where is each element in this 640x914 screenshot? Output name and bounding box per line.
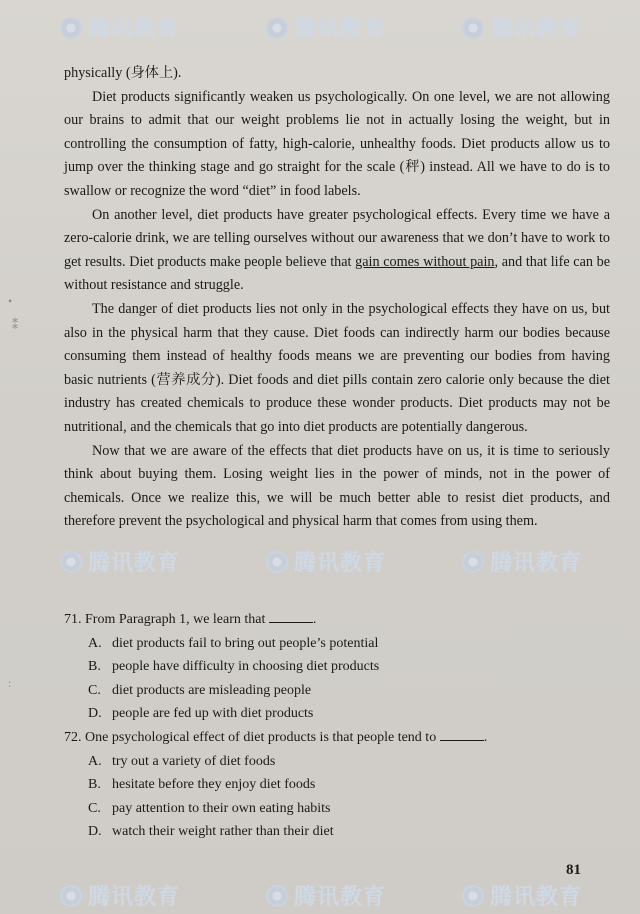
question-stem: 71. From Paragraph 1, we learn that . (64, 612, 317, 627)
page-number: 81 (566, 862, 581, 878)
tencent-logo-icon (60, 885, 82, 907)
paragraph: The danger of diet products lies not only in the psychological effects they have on us, but also in the physical harm that they cause. Diet foods can indirectly harm our bodies because consuming them instead of healthy foods means we are preventing our bodies from having basic nutrients (营养成分). Diet foods and diet pills contain zero calorie only because the diet industry has created chemicals to produce these wonder products. Diet products may not be nutritional, and the chemicals that go into diet products are potentially dangerous. (64, 300, 610, 435)
question-72 (64, 726, 610, 844)
watermark: 腾讯教育 (266, 546, 386, 577)
option-a[interactable]: A. diet products fail to bring out people’s potential (88, 635, 379, 651)
tencent-logo-icon (462, 551, 484, 573)
question-71 (64, 608, 610, 726)
passage (64, 62, 610, 534)
paragraph: physically (身体上). (64, 65, 182, 81)
option-d[interactable]: D. watch their weight rather than their diet (88, 824, 334, 840)
watermark: 腾讯教育 (462, 880, 582, 911)
watermark: 腾讯教育 (60, 12, 180, 43)
option-b[interactable]: B. people have difficulty in choosing diet products (88, 659, 380, 675)
paragraph-text: , and that life can be without resistance and struggle. (64, 253, 610, 294)
tencent-logo-icon (266, 885, 288, 907)
tencent-logo-icon (266, 551, 288, 573)
answer-blank (440, 728, 484, 741)
question-number: 71. (64, 612, 82, 627)
watermark: 腾讯教育 (462, 546, 582, 577)
option-c[interactable]: C. diet products are misleading people (88, 682, 312, 698)
tencent-logo-icon (266, 17, 288, 39)
tencent-logo-icon (462, 17, 484, 39)
watermark: 腾讯教育 (266, 880, 386, 911)
option-c[interactable]: C. pay attention to their own eating habits (88, 800, 331, 816)
question-list (64, 608, 610, 844)
watermark: 腾讯教育 (60, 546, 180, 577)
scan-mark: : (8, 676, 12, 690)
option-d[interactable]: D. people are fed up with diet products (88, 706, 314, 722)
paragraph: Now that we are aware of the effects that diet products have on us, it is time to seriously think about buying them. Losing weight lies in the power of minds, not in the power of chemicals. Once we realize this, we will be much better able to resist diet products, and therefore prevent the psychological and physical harm that comes from using them. (64, 442, 610, 530)
paragraph: Diet products significantly weaken us psychologically. On one level, we are not allowing our brains to admit that our weight problems lie not in actually losing the weight, but in controlling the consumption of fatty, high-calorie, unhealthy foods. Diet products allow us to jump over the thinking stage and go straight for the scale (秤) instead. All we have to do is to swallow or recognize the word “diet” in food labels. (64, 88, 610, 199)
tencent-logo-icon (462, 885, 484, 907)
paragraph-text: On another level, diet products have greater psychological effects. Every time we have a zero-calorie drink, we are telling ourselves without our awareness that we don’t have to work to get results. Diet products make people believe that (64, 206, 610, 270)
underlined-phrase: gain comes without pain (355, 253, 495, 270)
option-b[interactable]: B. hesitate before they enjoy diet foods (88, 777, 316, 793)
tencent-logo-icon (60, 17, 82, 39)
watermark: 腾讯教育 (462, 12, 582, 43)
scan-mark: ⁑ (12, 318, 18, 332)
question-number: 72. (64, 729, 82, 745)
option-a[interactable]: A. try out a variety of diet foods (88, 753, 276, 769)
scan-mark: • (8, 294, 13, 308)
answer-blank (269, 610, 313, 623)
tencent-logo-icon (60, 551, 82, 573)
watermark: 腾讯教育 (266, 12, 386, 43)
question-stem: 72. One psychological effect of diet products is that people tend to . (64, 729, 488, 745)
watermark: 腾讯教育 (60, 880, 180, 911)
paragraph (64, 204, 610, 298)
